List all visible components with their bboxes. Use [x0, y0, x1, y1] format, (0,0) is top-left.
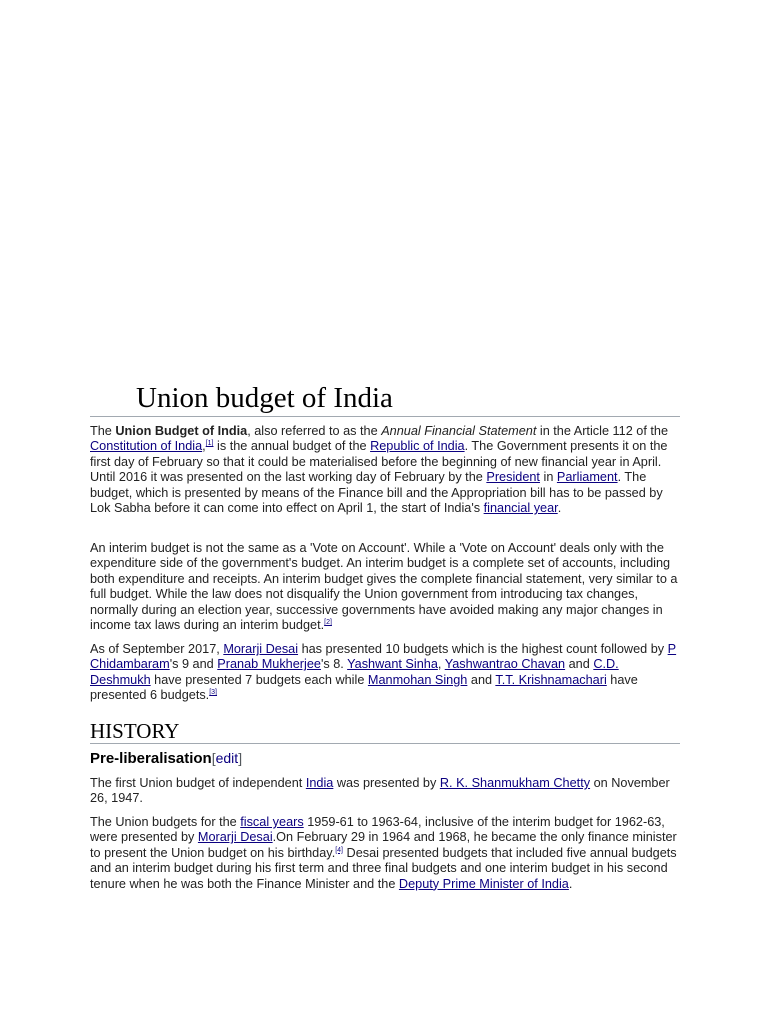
pre-liberalisation-heading — [90, 748, 242, 769]
intro-text: . The budget, which is presented by means of the Finance bill and the Appropriation bill has to be passed by Lok Sabha before it can come into effect on April 1, the start of India's — [90, 470, 663, 516]
link-morarji-desai[interactable]: Morarji Desai — [223, 642, 299, 656]
intro-text: , — [202, 439, 206, 454]
count-text: have presented 7 budgets each while — [150, 672, 368, 687]
citation-2-link[interactable]: [2] — [324, 618, 332, 626]
link-president[interactable]: President — [486, 470, 540, 485]
link-yashwantrao-chavan[interactable]: Yashwantrao Chavan — [444, 657, 566, 672]
edit-link[interactable]: edit — [215, 750, 239, 766]
link-deputy-prime-minister-of-india[interactable]: Deputy Prime Minister of India — [398, 876, 569, 891]
citation-3-link[interactable]: [3] — [209, 688, 218, 696]
page-title: Union budget of India — [136, 382, 393, 414]
fiscal-text: .On February 29 in 1964 and 1968, he became the only finance minister to present the Union budget on his birthday. — [90, 830, 677, 860]
link-p-chidambaram[interactable]: P Chidambaram — [90, 642, 677, 672]
count-text: , — [437, 657, 445, 672]
first-budget-paragraph — [90, 776, 680, 807]
count-text: As of September 2017, — [90, 642, 224, 656]
link-fiscal-years[interactable]: fiscal years — [240, 815, 304, 829]
citation-4-link[interactable]: [4] — [335, 846, 344, 854]
citation-2[interactable] — [324, 619, 332, 626]
count-text: and — [565, 657, 594, 672]
count-text: 's 8. — [320, 657, 348, 672]
link-cd-deshmukh[interactable]: C.D. Deshmukh — [90, 657, 619, 687]
link-tt-krishnamachari[interactable]: T.T. Krishnamachari — [495, 672, 607, 687]
history-heading: HISTORY — [90, 719, 180, 743]
fiscal-text: Desai presented budgets that included five annual budgets and an interim budget during his first term and three final budgets and one interim budget in his second tenure when he was both the Finance Minister and the — [90, 845, 677, 891]
intro-italic-term: Annual Financial Statement — [381, 424, 537, 438]
citation-1-link[interactable]: [1] — [205, 440, 214, 448]
citation-3[interactable] — [209, 689, 217, 696]
edit-bracket-open: [ — [211, 750, 216, 766]
interim-text: An interim budget is not the same as a 'Vote on Account'. While a 'Vote on Account' deals only with the expenditure side of the government's budget. An interim budget is a complete set of accounts, including both expenditure and receipts. An interim budget gives the complete financial statement, very similar to a full budget. While the law does not disqualify the Union government from introducing tax changes, normally during an election year, successive governments have avoided making any major changes in income tax laws during an interim budget. — [90, 541, 678, 633]
link-manmohan-singh[interactable]: Manmohan Singh — [367, 672, 468, 687]
budget-count-paragraph — [90, 642, 680, 704]
link-yashwant-sinha[interactable]: Yashwant Sinha — [347, 657, 438, 672]
link-constitution-of-india[interactable]: Constitution of India — [90, 439, 203, 454]
link-parliament[interactable]: Parliament — [556, 470, 618, 485]
link-financial-year[interactable]: financial year — [483, 501, 558, 516]
link-republic-of-india[interactable]: Republic of India — [370, 439, 465, 454]
link-pranab-mukherjee[interactable]: Pranab Mukherjee — [217, 657, 321, 672]
fiscal-text: The Union budgets for the — [90, 815, 241, 829]
interim-budget-paragraph — [90, 541, 680, 633]
intro-bold-term: Union Budget of India — [115, 424, 248, 438]
edit-bracket-close: ] — [238, 750, 243, 766]
intro-text: in — [539, 470, 557, 485]
edit-section — [212, 750, 242, 766]
first-text: was presented by — [333, 776, 440, 790]
citation-4[interactable] — [335, 847, 343, 854]
first-text: on November 26, 1947. — [90, 776, 670, 806]
count-text: and — [467, 672, 496, 687]
link-rk-shanmukham-chetty[interactable]: R. K. Shanmukham Chetty — [439, 776, 591, 790]
first-text: The first Union budget of independent — [90, 776, 306, 790]
link-india[interactable]: India — [305, 776, 334, 790]
count-text: has presented 10 budgets which is the highest count followed by — [298, 642, 668, 656]
intro-text: is the annual budget of the — [213, 439, 371, 454]
intro-text: , also referred to as the — [247, 424, 382, 438]
fiscal-text: 1959-61 to 1963-64, inclusive of the interim budget for 1962-63, were presented by — [90, 815, 665, 845]
fiscal-text: . — [568, 876, 573, 891]
intro-paragraph — [90, 424, 680, 516]
link-morarji-desai[interactable]: Morarji Desai — [197, 830, 273, 845]
intro-text: . The Government presents it on the first day of February so that it could be materialised before the beginning of new financial year in April. Until 2016 it was presented on the last working day of February by the — [90, 439, 668, 485]
title-divider — [90, 416, 680, 417]
fiscal-years-paragraph — [90, 815, 680, 892]
pre-liberalisation-title: Pre-liberalisation — [90, 750, 212, 767]
intro-text: . — [557, 501, 562, 516]
count-text: 's 9 and — [169, 657, 218, 672]
history-divider — [90, 743, 680, 744]
intro-text: The — [90, 424, 116, 438]
intro-text: in the Article 112 of the — [536, 424, 669, 438]
count-text: have presented 6 budgets. — [90, 672, 638, 703]
